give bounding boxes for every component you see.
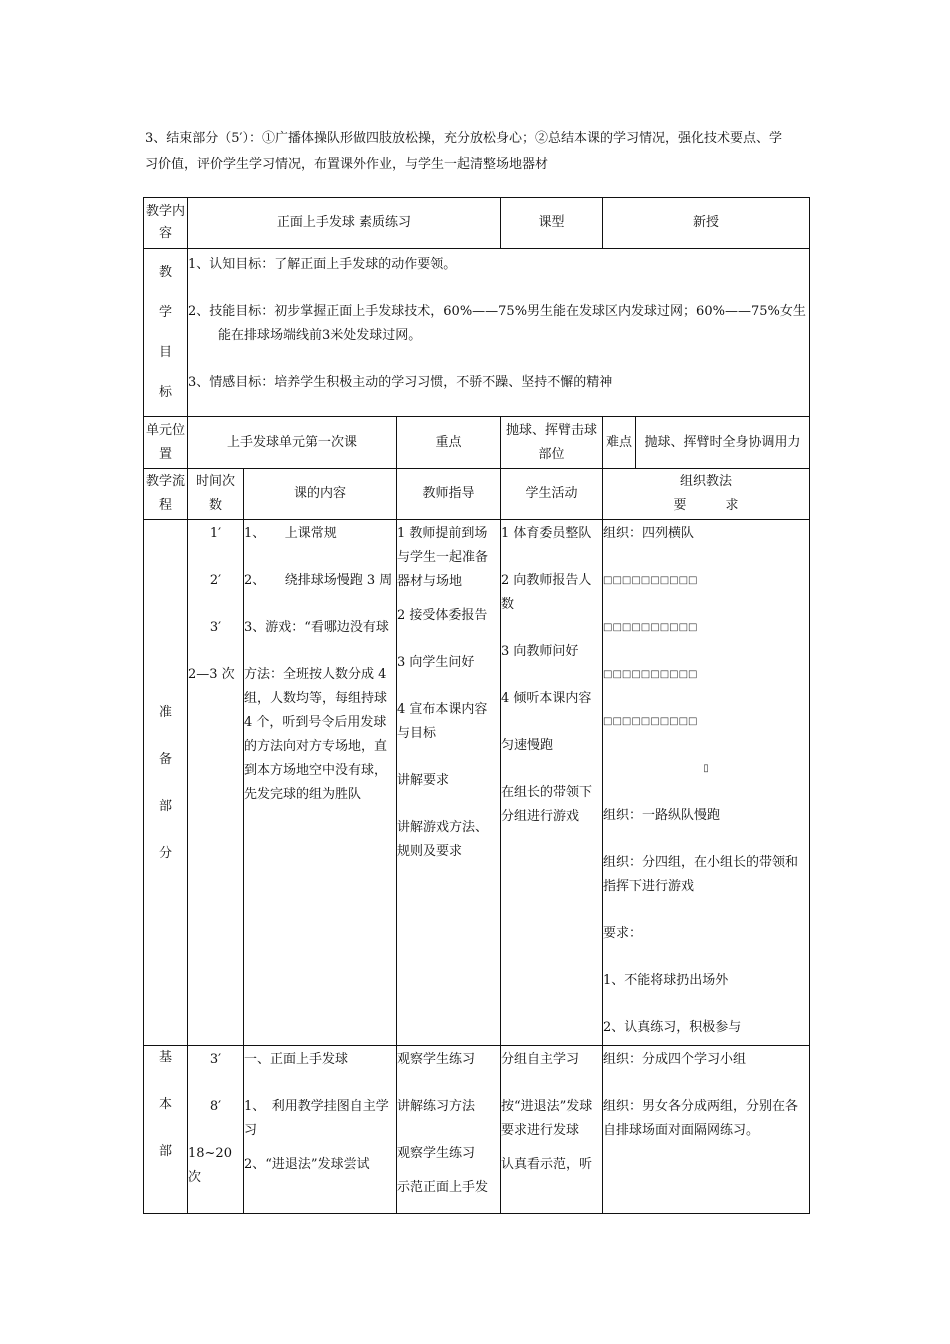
header-time: 时间次数 <box>188 469 244 520</box>
header-organization: 组织教法 要 求 <box>603 469 810 520</box>
teaching-content-value: 正面上手发球 素质练习 <box>188 198 501 249</box>
key-point-label: 重点 <box>397 417 501 469</box>
formation-row: □□□□□□□□□□ <box>603 669 698 680</box>
formation-row: □□□□□□□□□□ <box>603 575 698 586</box>
basic-organization: 组织：分成四个学习小组 组织：男女各分成两组，分别在各自排球场面对面隔网练习。 <box>603 1046 810 1214</box>
key-point-value: 抛球、挥臂击球部位 <box>501 417 603 469</box>
basic-times: 3′ 8′ 18~20 次 <box>188 1046 244 1214</box>
closing-line-1: 3、结束部分（5′）：①广播体操队形做四肢放松操，充分放松身心；②总结本课的学习情况，强化技术要点、学 <box>145 131 782 146</box>
prep-content: 1、 上课常规 2、 绕排球场慢跑 3 周 3、游戏：“看哪边没有球 方法：全班按人数分成 4 组，人数均等，每组持球 4 个，听到号令后用发球的方法向对方专场地，直到本方场地空中没有球，先发完球的组为胜队 <box>244 520 397 1046</box>
goals-content <box>188 249 810 417</box>
basic-student: 分组自主学习 按“进退法”发球要求进行发球 认真看示范，听 <box>501 1046 603 1214</box>
prep-label: 准 备 部 分 <box>144 520 188 1046</box>
unit-position-value: 上手发球单元第一次课 <box>188 417 397 469</box>
prep-teacher: 1 教师提前到场与学生一起准备器材与场地 2 接受体委报告 3 向学生问好 4 宣布本课内容与目标 讲解要求 讲解游戏方法、规则及要求 <box>397 520 501 1046</box>
formation-row: □□□□□□□□□□ <box>603 622 698 633</box>
difficulty-value: 抛球、挥臂时全身协调用力 <box>636 417 810 469</box>
closing-line-2: 习价值，评价学生学习情况，布置课外作业，与学生一起清整场地器材 <box>145 157 549 172</box>
lesson-type-label: 课型 <box>501 198 603 249</box>
basic-teacher: 观察学生练习 讲解练习方法 观察学生练习 示范正面上手发 <box>397 1046 501 1214</box>
closing-section-text <box>145 126 813 178</box>
prep-organization: 组织：四列横队 □□□□□□□□□□ □□□□□□□□□□ □□□□□□□□□□ □□□□□□□□□□ ▯ 组织：一路纵队慢跑 组织：分四组，在小组长的带领和指挥下进行游戏 要求： 1、不能将球扔出场外 2、认真练习，积极参与 <box>603 520 810 1046</box>
goals-label: 教 学 目 标 <box>144 249 188 417</box>
teacher-marker: ▯ <box>703 763 709 774</box>
basic-label: 基 本 部 <box>144 1046 188 1214</box>
teaching-content-label: 教学内容 <box>144 198 188 249</box>
header-teacher: 教师指导 <box>397 469 501 520</box>
basic-content: 一、正面上手发球 1、 利用教学挂图自主学习 2、“进退法”发球尝试 <box>244 1046 397 1214</box>
goal-affective: 3、情感目标：培养学生积极主动的学习习惯，不骄不躁、坚持不懈的精神 <box>188 375 613 390</box>
unit-position-label: 单元位置 <box>144 417 188 469</box>
prep-times: 1′ 2′ 3′ 2—3 次 <box>188 520 244 1046</box>
header-student: 学生活动 <box>501 469 603 520</box>
prep-student: 1 体育委员整队 2 向教师报告人数 3 向教师问好 4 倾听本课内容 匀速慢跑 在组长的带领下分组进行游戏 <box>501 520 603 1046</box>
goal-cognitive: 1、认知目标：了解正面上手发球的动作要领。 <box>188 257 457 272</box>
goal-skill: 2、技能目标：初步掌握正面上手发球技术，60%——75%男生能在发球区内发球过网；60%——75%女生 <box>188 304 806 319</box>
formation-row: □□□□□□□□□□ <box>603 716 698 727</box>
header-flow: 教学流程 <box>144 469 188 520</box>
lesson-plan-table <box>143 197 810 1214</box>
header-content: 课的内容 <box>244 469 397 520</box>
difficulty-label: 难点 <box>603 417 636 469</box>
goal-skill-cont: 能在排球场端线前3米处发球过网。 <box>218 328 422 343</box>
lesson-type-value: 新授 <box>603 198 810 249</box>
